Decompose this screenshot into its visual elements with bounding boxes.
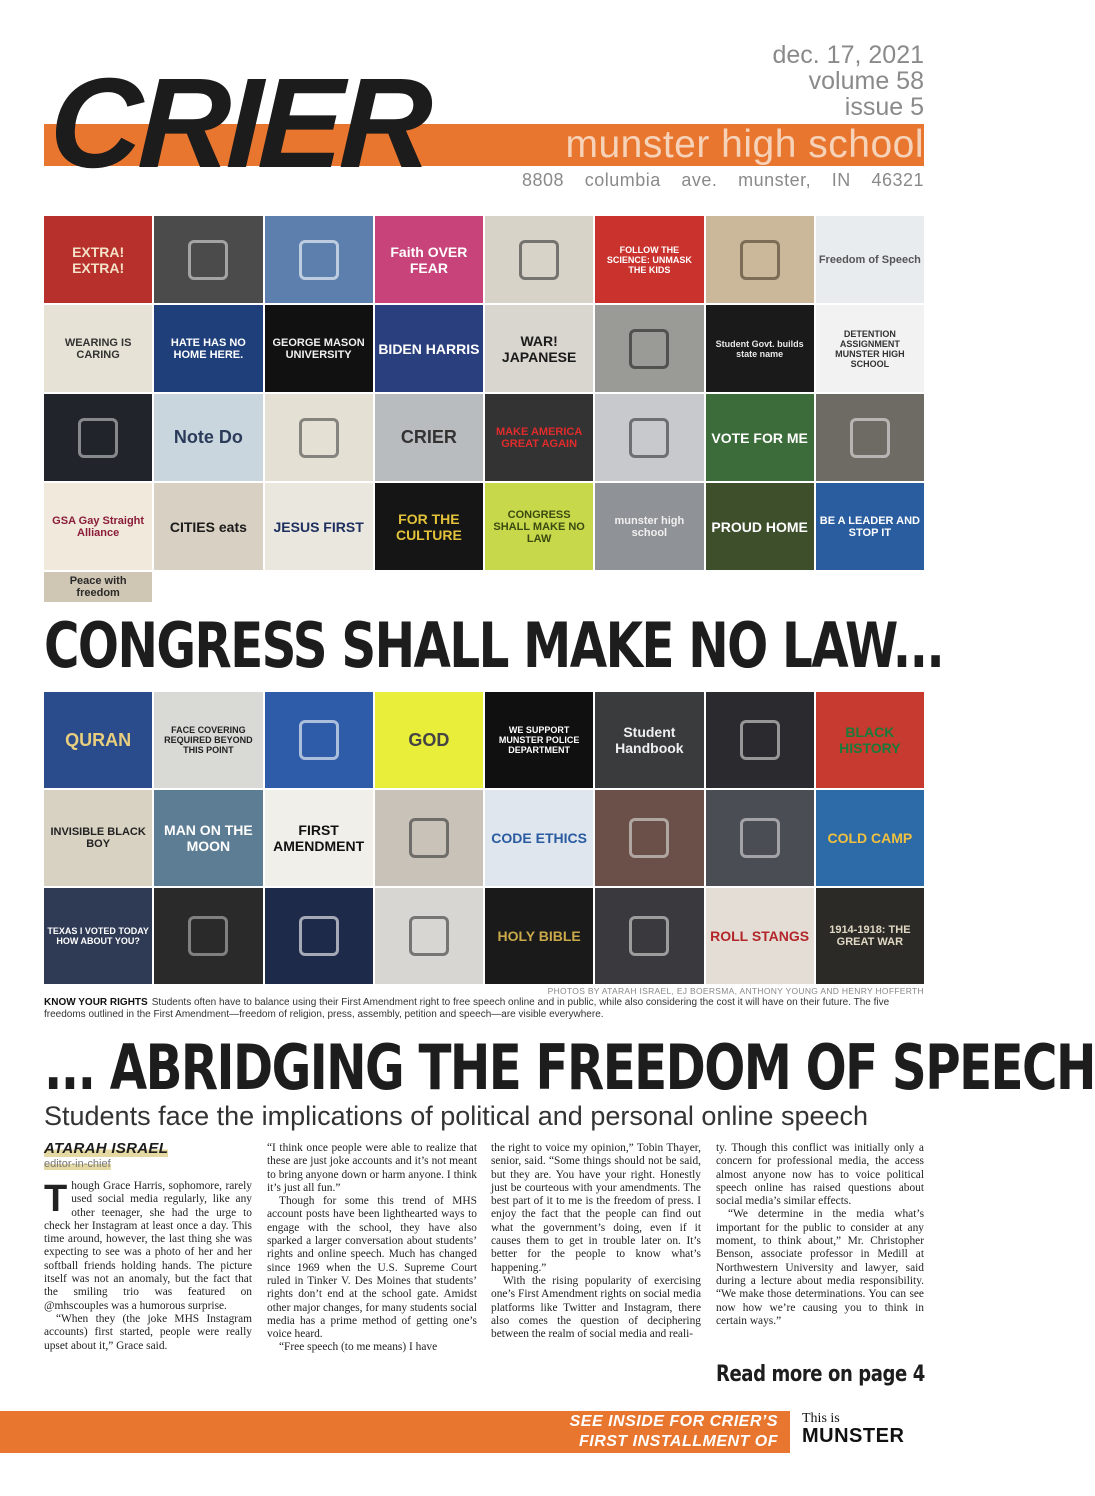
bottom-photo-tile — [595, 790, 703, 886]
photo-tile-text: 1914-1918: THE GREAT WAR — [829, 924, 911, 948]
portraits-icon — [740, 240, 780, 280]
bottom-photo-tile — [485, 692, 593, 788]
article-column-2 — [267, 1142, 477, 1355]
top-photo-tile — [375, 305, 483, 392]
top-photo-tile — [154, 305, 262, 392]
photo-tile-text: BLACK HISTORY — [839, 724, 901, 756]
bottom-photo-tile — [154, 888, 262, 984]
flag-icon — [299, 240, 339, 280]
bottom-photo-tile — [485, 888, 593, 984]
photo-tile-text: Freedom of Speech — [818, 253, 921, 266]
bottom-photo-tile — [375, 692, 483, 788]
bottom-photo-tile — [265, 692, 373, 788]
photo-tile-text: EXTRA! EXTRA! — [72, 243, 125, 276]
photo-tile-text: CODE ETHICS — [491, 830, 587, 846]
photo-tile-text: DETENTION ASSIGNMENT MUNSTER HIGH SCHOOL — [835, 328, 905, 369]
paragraph: “Free speech (to me means) I have — [279, 1341, 438, 1354]
bottom-photo-tile — [816, 888, 924, 984]
top-photo-tile — [44, 483, 152, 570]
bottom-photo-tile — [816, 790, 924, 886]
photo-tile-text: PROUD HOME — [711, 518, 808, 535]
photo-tile-text: Student Govt. builds state name — [715, 338, 804, 359]
top-photo-tile — [485, 305, 593, 392]
read-more-link[interactable]: Read more on page 4 — [716, 1362, 925, 1387]
top-photo-tile — [816, 216, 924, 303]
top-photo-tile — [485, 394, 593, 481]
photos-icon — [409, 818, 449, 858]
photo-tile-text: Peace with freedom — [69, 575, 127, 599]
photo-tile-text: WEARING IS CARING — [64, 336, 132, 361]
address-part: 46321 — [871, 170, 924, 190]
bottom-photo-tile — [44, 790, 152, 886]
top-photo-tile — [375, 483, 483, 570]
phone-icon — [629, 818, 669, 858]
bottom-photo-tile — [375, 790, 483, 886]
bottom-photo-tile — [816, 692, 924, 788]
top-photo-tile — [595, 394, 703, 481]
top-photo-tile — [706, 305, 814, 392]
top-photo-tile — [595, 483, 703, 570]
person-icon — [629, 329, 669, 369]
photo-tile-text: INVISIBLE BLACK BOY — [50, 826, 146, 850]
address-part: ave. — [681, 170, 718, 190]
photo-credit: PHOTOS BY ATARAH ISRAEL, EJ BOERSMA, ANTHONY YOUNG AND HENRY HOFFERTH — [547, 986, 924, 996]
top-photo-tile — [485, 216, 593, 303]
bottom-photo-tile — [44, 692, 152, 788]
paragraph: the right to voice my opinion,” Tobin Thayer, senior, said. “Some things should not be said, but they are. You have your right. Honestly just be courteous with your amendments. The best part of it to me is the freedom of press. I enjoy the fact that the people can find out what the government’s doing, even if it causes them to get in trouble later on. It’s better for the people to know what’s happening.” — [491, 1142, 701, 1274]
photo-tile-text: FACE COVERING REQUIRED BEYOND THIS POINT — [164, 725, 253, 755]
address-part: columbia — [584, 170, 661, 190]
newspaper-icon — [299, 418, 339, 458]
photo-tile-text: CITIES eats — [169, 518, 247, 535]
top-photo-tile — [265, 216, 373, 303]
address-part: 8808 — [522, 170, 565, 190]
top-photo-tile — [816, 394, 924, 481]
top-photo-tile — [44, 305, 152, 392]
issue-number: issue 5 — [844, 93, 924, 121]
microphone-icon — [188, 916, 228, 956]
top-photo-tile — [265, 305, 373, 392]
photo-tile-text: TEXAS I VOTED TODAY HOW ABOUT YOU? — [47, 926, 149, 946]
top-photo-tile — [595, 216, 703, 303]
top-photo-tile — [816, 305, 924, 392]
logo-small-text: This is — [802, 1411, 840, 1426]
top-photo-tile — [44, 216, 152, 303]
drop-cap: T — [44, 1178, 68, 1220]
school-name: munster high school — [565, 123, 924, 166]
article-column-3 — [491, 1142, 701, 1341]
top-photo-tile — [44, 394, 152, 481]
bottom-photo-tile — [706, 790, 814, 886]
bulletin-icon — [740, 818, 780, 858]
top-photo-tile — [154, 483, 262, 570]
top-photo-tile — [265, 394, 373, 481]
paragraph: hough Grace Harris, sophomore, rarely used social media regularly, like any other teenager, she had the urge to check her Instagram at least once a day. This time around, however, the last thing she was expecting to see was a photo of her and her softball friends holding hands. The picture itself was not an anomaly, but the fact that the smiling trio was featured on @mhscouples was a humorous surprise. — [44, 1180, 252, 1312]
shirt-icon — [629, 418, 669, 458]
top-photo-tile — [265, 483, 373, 570]
top-photo-tile — [706, 216, 814, 303]
bottom-photo-tile — [485, 790, 593, 886]
silhouette-icon — [850, 418, 890, 458]
paragraph: ty. Though this conflict was initially only a concern for professional media, the access almost anyone now has to voice political speech online has raised questions about social media’s similar effects. — [716, 1142, 924, 1208]
top-photo-tile — [706, 394, 814, 481]
bottom-photo-tile — [265, 790, 373, 886]
bottom-photo-tile — [154, 692, 262, 788]
article-column-4 — [716, 1142, 924, 1328]
photo-tile-text: munster high school — [614, 514, 685, 539]
camera-icon — [188, 240, 228, 280]
caption-label: KNOW YOUR RIGHTS — [44, 997, 148, 1008]
school-address — [522, 170, 924, 191]
photo-caption — [44, 997, 924, 1021]
photo-tile-text: Faith OVER FEAR — [390, 243, 468, 276]
issue-date: dec. 17, 2021 — [772, 41, 924, 69]
top-photo-tile — [44, 572, 152, 602]
photo-tile-text: COLD CAMP — [827, 830, 913, 846]
article-column-1 — [44, 1180, 252, 1353]
bottom-photo-tile — [375, 888, 483, 984]
photo-tile-text: Student Handbook — [615, 724, 684, 756]
address-part: IN — [831, 170, 851, 190]
footer-teaser — [570, 1412, 778, 1452]
top-photo-tile — [154, 216, 262, 303]
photo-tile-text: CONGRESS SHALL MAKE NO LAW — [493, 508, 585, 545]
footer-line-1: SEE INSIDE FOR CRIER’S — [569, 1413, 778, 1430]
photo-tile-text: GEORGE MASON UNIVERSITY — [272, 336, 365, 361]
photo-tile-text: JESUS FIRST — [273, 518, 364, 535]
paragraph: Though for some this trend of MHS account posts have been lighthearted ways to engage with the school, they have also sparked a larger conversation about students’ rights and online speech. Much has changed since 1969 when the U.S. Supreme Court ruled in Tinker V. Des Moines that students’ rights don’t end at the school gate. Amidst other major changes, for many students social media has a prime method of getting one’s voice heard. — [267, 1195, 477, 1341]
this-is-munster-logo — [802, 1412, 926, 1452]
logo-big-text: MUNSTER — [802, 1425, 905, 1447]
photo-tile-text: QURAN — [65, 729, 132, 750]
photo-tile-text: CRIER — [400, 427, 457, 447]
bottom-photo-tile — [154, 790, 262, 886]
photo-tile-text: Note Do — [173, 427, 243, 447]
photo-tile-text: MAN ON THE MOON — [164, 822, 253, 854]
photo-tile-text: FOR THE CULTURE — [395, 510, 462, 543]
photo-tile-text: MAKE AMERICA GREAT AGAIN — [495, 425, 583, 450]
bottom-photo-tile — [706, 888, 814, 984]
bottom-photo-tile — [595, 888, 703, 984]
top-photo-tile — [375, 394, 483, 481]
bottom-photo-tile — [265, 888, 373, 984]
paragraph: “I think once people were able to realize that these are just joke accounts and it’s not meant to bring anyone down or harm anyone. I think it’s just all fun.” — [267, 1142, 477, 1194]
top-photo-tile — [706, 483, 814, 570]
photo-tile-text: WAR! JAPANESE — [501, 332, 577, 365]
bottom-photo-collage — [44, 692, 924, 984]
top-photo-tile — [595, 305, 703, 392]
document-icon — [299, 720, 339, 760]
monitor-icon — [629, 916, 669, 956]
photo-tile-text: GOD — [408, 729, 450, 750]
photo-tile-text: BE A LEADER AND STOP IT — [819, 514, 920, 539]
photo-tile-text: FIRST AMENDMENT — [273, 822, 365, 854]
paragraph: “When they (the joke MHS Instagram accounts) first started, people were really upset about it,” Grace said. — [44, 1312, 252, 1352]
camera-dome-icon — [409, 916, 449, 956]
id-card-icon — [299, 916, 339, 956]
byline-name: ATARAH ISRAEL — [44, 1140, 169, 1157]
paragraph: “We determine in the media what’s important for the public to consider at any moment, to think about,” Mr. Christopher Benson, associate professor in Medill at Northwestern University and lawyer, said during a lecture about media responsibility. “We make those determinations. You can see now how we’re causing you to think in certain ways.” — [716, 1208, 924, 1327]
photo-tile-text: HOLY BIBLE — [497, 928, 581, 944]
headline-main: ... ABRIDGING THE FREEDOM OF SPEECH — [44, 1031, 1095, 1104]
magazines-icon — [740, 720, 780, 760]
byline-role: editor-in-chief — [44, 1158, 111, 1170]
top-photo-tile — [375, 216, 483, 303]
photo-tile-text: GSA Gay Straight Alliance — [52, 514, 145, 539]
address-part: munster, — [738, 170, 812, 190]
article-dek: Students face the implications of political and personal online speech — [44, 1101, 869, 1131]
photo-tile-text: HATE HAS NO HOME HERE. — [170, 336, 246, 361]
bottom-photo-tile — [706, 692, 814, 788]
newspaper-title: CRIER — [47, 52, 431, 195]
bottom-photo-tile — [595, 692, 703, 788]
issue-volume: volume 58 — [808, 67, 924, 95]
top-photo-collage — [44, 216, 924, 602]
phone-icon — [78, 418, 118, 458]
pen-icon — [519, 240, 559, 280]
headline-congress: CONGRESS SHALL MAKE NO LAW... — [44, 609, 944, 682]
photo-tile-text: WE SUPPORT MUNSTER POLICE DEPARTMENT — [498, 725, 580, 755]
photo-tile-text: BIDEN HARRIS — [378, 340, 480, 357]
top-photo-tile — [816, 483, 924, 570]
photo-tile-text: VOTE FOR ME — [711, 429, 808, 446]
photo-tile-text: FOLLOW THE SCIENCE: UNMASK THE KIDS — [606, 244, 692, 275]
photo-tile-text: ROLL STANGS — [710, 928, 810, 944]
bottom-photo-tile — [44, 888, 152, 984]
top-photo-tile — [485, 483, 593, 570]
caption-text: Students often have to balance using their First Amendment right to free speech online and in public, while also considering the cost it will have on their future. The five freedoms outlined in the First Amendment—freedom of religion, press, assembly, petition and speech—are visible everywhere. — [44, 997, 890, 1020]
top-photo-tile — [154, 394, 262, 481]
paragraph: With the rising popularity of exercising one’s First Amendment rights on social media platforms like Twitter and Instagram, there also comes the question of deciphering between the realm of social media and reali- — [491, 1274, 701, 1341]
footer-line-2: FIRST INSTALLMENT OF — [578, 1433, 778, 1450]
